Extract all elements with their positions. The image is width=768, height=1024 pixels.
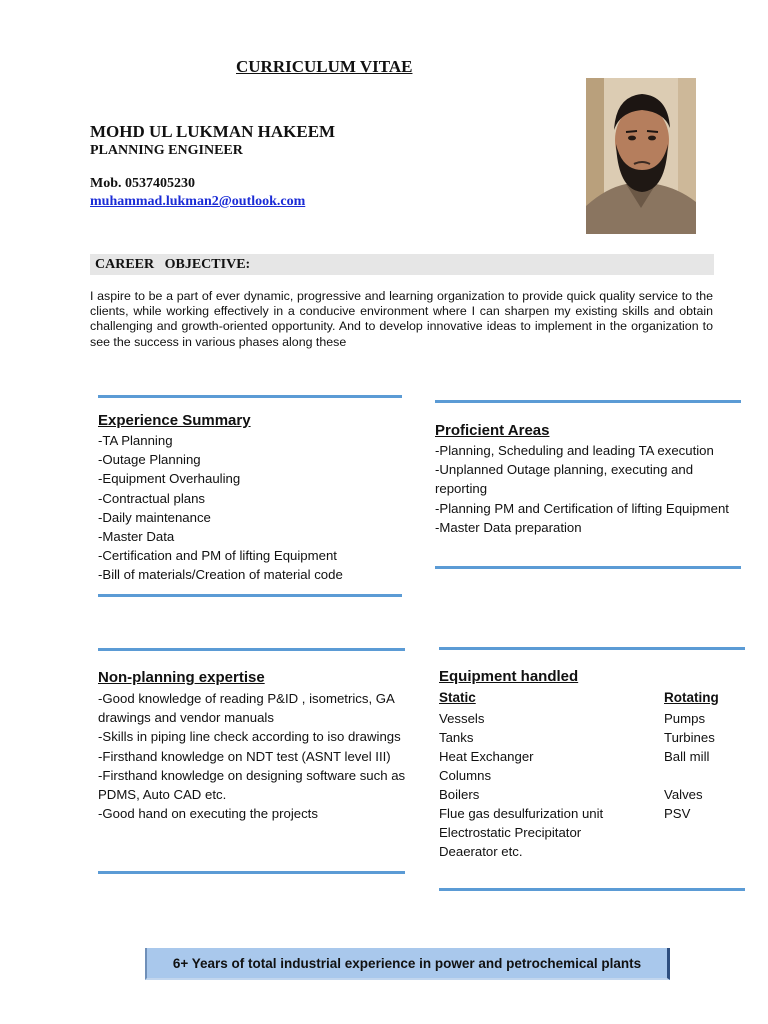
candidate-name: MOHD UL LUKMAN HAKEEM <box>90 122 336 141</box>
equipment-rotating-list <box>664 709 744 823</box>
list-item: Heat Exchanger <box>439 749 534 764</box>
list-item: -Outage Planning <box>98 452 201 468</box>
profile-photo <box>586 78 696 234</box>
list-item: Ball mill <box>664 749 710 764</box>
experience-summary-title: Experience Summary <box>98 412 251 429</box>
experience-banner-text: 6+ Years of total industrial experience in power and petrochemical plants <box>172 955 642 971</box>
email-link[interactable]: muhammad.lukman2@outlook.com <box>90 194 306 209</box>
list-item: -Master Data preparation <box>435 519 582 535</box>
list-item: -Planning PM and Certification of lifting Equipment <box>435 500 729 516</box>
equipment-static-list <box>439 709 659 861</box>
career-objective-text: I aspire to be a part of ever dynamic, progressive and learning organization to provide quick quality service to the clients, while working effectively in a conducive environment where I can sharpen my existing skills and obtain challenging and growth-oriented opportunity. And to develop innovative ideas to implement in the organization to see the success in various phases along these <box>90 289 713 349</box>
equipment-top-rule <box>439 647 745 650</box>
list-item: -Good hand on executing the projects <box>98 806 318 822</box>
list-item: Columns <box>439 768 492 783</box>
equipment-bottom-rule <box>439 888 745 891</box>
candidate-role: PLANNING ENGINEER <box>90 143 243 158</box>
list-item: -Master Data <box>98 529 175 545</box>
list-item: -Planning, Scheduling and leading TA execution <box>435 443 714 458</box>
list-item <box>664 766 744 785</box>
nonplanning-title: Non-planning expertise <box>98 669 265 686</box>
list-item: -Daily maintenance <box>98 509 211 525</box>
list-item: -Firsthand knowledge on NDT test (ASNT level III) <box>98 748 391 764</box>
list-item: Vessels <box>439 711 485 726</box>
proficient-areas-list <box>435 441 735 537</box>
career-objective-title: CAREER OBJECTIVE: <box>95 257 251 272</box>
list-item: -Contractual plans <box>98 490 206 506</box>
list-item: Turbines <box>664 730 715 745</box>
list-item: Pumps <box>664 711 706 726</box>
experience-summary-list <box>98 431 403 585</box>
nonplanning-bottom-rule <box>98 871 405 874</box>
mobile-number: Mob. 0537405230 <box>90 176 195 191</box>
equipment-title: Equipment handled <box>439 668 579 685</box>
proficient-areas-title: Proficient Areas <box>435 422 550 439</box>
experience-bottom-rule <box>98 594 402 597</box>
experience-top-rule <box>98 395 402 398</box>
list-item: -Certification and PM of lifting Equipment <box>98 548 337 564</box>
proficient-top-rule <box>435 400 741 403</box>
proficient-bottom-rule <box>435 566 741 569</box>
list-item: -Equipment Overhauling <box>98 471 241 487</box>
list-item: PSV <box>664 806 691 821</box>
document-title: CURRICULUM VITAE <box>236 57 413 76</box>
list-item: -TA Planning <box>98 433 173 448</box>
list-item: Valves <box>664 787 703 802</box>
experience-banner <box>145 948 670 980</box>
list-item: -Bill of materials/Creation of material code <box>98 567 343 583</box>
list-item: -Firsthand knowledge on designing software such as PDMS, Auto CAD etc. <box>98 767 406 803</box>
equipment-static-heading: Static <box>439 690 476 705</box>
list-item: Electrostatic Precipitator <box>439 825 582 840</box>
list-item: -Skills in piping line check according to iso drawings <box>98 729 401 745</box>
list-item: Flue gas desulfurization unit <box>439 806 604 821</box>
list-item: -Unplanned Outage planning, executing and reporting <box>435 462 694 497</box>
list-item: Tanks <box>439 730 474 745</box>
equipment-rotating-heading: Rotating <box>664 690 719 705</box>
list-item: -Good knowledge of reading P&ID , isometrics, GA drawings and vendor manuals <box>98 691 395 726</box>
list-item: Boilers <box>439 787 480 802</box>
nonplanning-top-rule <box>98 648 405 651</box>
nonplanning-list <box>98 689 406 823</box>
list-item: Deaerator etc. <box>439 844 523 859</box>
